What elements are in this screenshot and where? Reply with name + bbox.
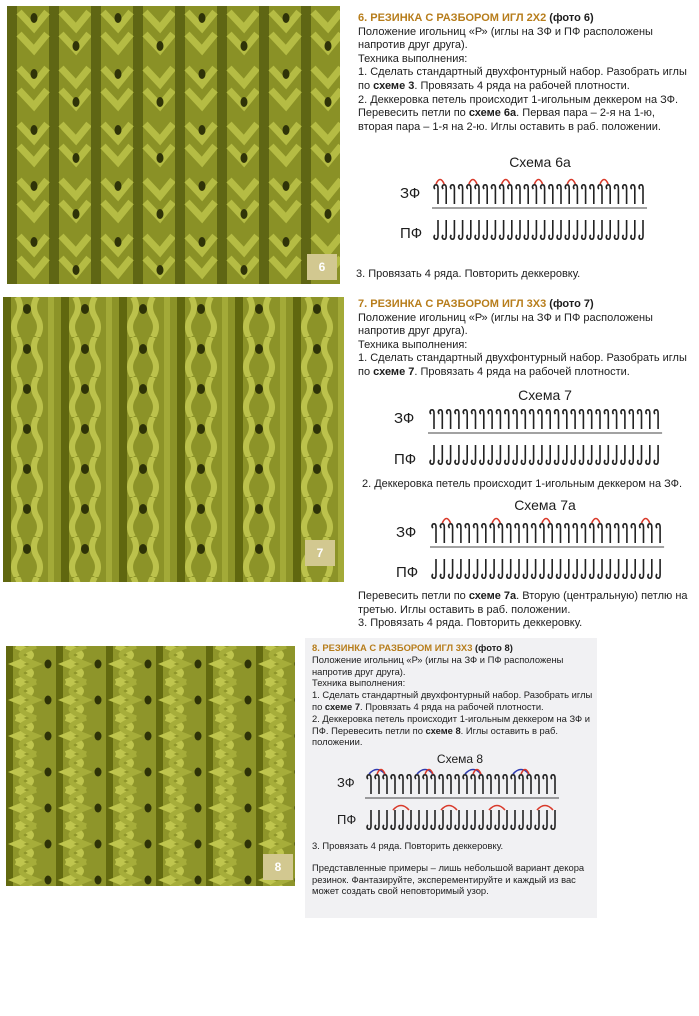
section-title: 6. РЕЗИНКА С РАЗБОРОМ ИГЛ 2Х2 (фото 6)	[358, 12, 594, 24]
needle-mark	[490, 524, 494, 543]
needle-mark	[588, 410, 592, 429]
needle-diagram-8	[365, 768, 565, 830]
needle-mark	[505, 445, 509, 464]
needle-mark	[523, 559, 527, 578]
needle-mark	[475, 185, 479, 204]
needle-mark	[582, 185, 586, 204]
needle-position: Положение игольниц «Р» (иглы на ЗФ и ПФ расположены напротив друг друга).	[358, 311, 653, 338]
needle-mark	[596, 445, 600, 464]
needle-mark	[430, 445, 434, 464]
needle-mark	[606, 185, 610, 204]
needle-mark	[639, 220, 643, 239]
step-1: 1. Сделать стандартный двухфонтурный набор. Разобрать иглы по схеме 7. Провязать 4 ряда на рабочей плотности.	[358, 352, 687, 378]
needle-mark	[541, 185, 545, 204]
needle-mark	[503, 775, 507, 794]
needle-mark	[471, 810, 475, 829]
needle-mark	[508, 185, 512, 204]
section-7-text	[358, 298, 694, 380]
needle-mark	[487, 775, 491, 794]
transfer-arc	[492, 519, 500, 524]
needle-mark	[590, 559, 594, 578]
needle-mark	[430, 410, 434, 429]
transfer-arc	[469, 180, 477, 185]
needle-mark	[606, 524, 610, 543]
needle-mark	[623, 220, 627, 239]
needle-mark	[438, 410, 442, 429]
needle-mark	[447, 410, 451, 429]
needle-mark	[546, 410, 550, 429]
needle-mark	[450, 185, 454, 204]
needle-mark	[623, 524, 627, 543]
step-3: 3. Провязать 4 ряда. Повторить деккеровку.	[312, 840, 504, 851]
needle-mark	[475, 220, 479, 239]
needle-mark	[423, 810, 427, 829]
needle-mark	[488, 410, 492, 429]
needle-mark	[449, 524, 453, 543]
needle-mark	[571, 445, 575, 464]
needle-mark	[479, 810, 483, 829]
needle-mark	[614, 185, 618, 204]
needle-mark	[535, 810, 539, 829]
section-7-text-end	[358, 590, 696, 631]
step-2: 2. Деккеровка петель происходит 1-игольным деккером на ЗФ и ПФ. Перевесить петли по схеме 8. Иглы оставить в раб. положении.	[312, 712, 591, 748]
needle-mark	[474, 524, 478, 543]
needle-mark	[459, 220, 463, 239]
transfer-arc	[489, 806, 505, 811]
knit-texture-6	[7, 6, 340, 284]
row-label-back: ЗФ	[400, 185, 421, 202]
needle-mark	[523, 524, 527, 543]
needle-mark	[503, 810, 507, 829]
needle-mark	[434, 185, 438, 204]
needle-mark	[431, 775, 435, 794]
needle-mark	[604, 445, 608, 464]
needle-mark	[467, 185, 471, 204]
needle-mark	[532, 524, 536, 543]
needle-mark	[638, 445, 642, 464]
knit-texture-7	[3, 297, 344, 582]
needle-mark	[447, 810, 451, 829]
needle-mark	[375, 775, 379, 794]
section-6-text	[358, 12, 690, 134]
needle-mark	[549, 185, 553, 204]
needle-mark	[375, 810, 379, 829]
needle-mark	[511, 810, 515, 829]
needle-mark	[440, 559, 444, 578]
needle-mark	[565, 220, 569, 239]
needle-mark	[479, 775, 483, 794]
needle-mark	[527, 775, 531, 794]
needle-mark	[482, 559, 486, 578]
needle-mark	[483, 185, 487, 204]
needle-mark	[463, 810, 467, 829]
step-3: 3. Провязать 4 ряда. Повторить деккеровку.	[356, 268, 581, 280]
needle-mark	[521, 410, 525, 429]
needle-mark	[563, 410, 567, 429]
needle-mark	[615, 559, 619, 578]
scheme-title-b: Схема 7а	[514, 497, 576, 513]
needle-mark	[532, 185, 536, 204]
needle-mark	[498, 559, 502, 578]
needle-mark	[579, 410, 583, 429]
needle-mark	[581, 524, 585, 543]
transfer-arc	[600, 180, 608, 185]
needle-mark	[457, 559, 461, 578]
needle-mark	[606, 220, 610, 239]
needle-mark	[391, 775, 395, 794]
section-title: 7. РЕЗИНКА С РАЗБОРОМ ИГЛ 3Х3 (фото 7)	[358, 298, 594, 310]
needle-mark	[555, 410, 559, 429]
step-2-transfer: Перевесить петли по схеме 7а. Вторую (центральную) петлю на третью. Иглы оставить в раб. положении.	[358, 590, 688, 616]
needle-mark	[613, 445, 617, 464]
needle-mark	[527, 810, 531, 829]
needle-mark	[507, 524, 511, 543]
needle-mark	[590, 185, 594, 204]
needle-mark	[538, 410, 542, 429]
needle-mark	[524, 185, 528, 204]
needle-mark	[432, 559, 436, 578]
scheme-title: Схема 7	[518, 387, 572, 403]
needle-mark	[532, 220, 536, 239]
needle-mark	[621, 445, 625, 464]
needle-mark	[565, 524, 569, 543]
needle-mark	[621, 410, 625, 429]
step-2: 2. Деккеровка петель происходит 1-игольным деккером на ЗФ.	[362, 478, 683, 490]
needle-mark	[507, 559, 511, 578]
transfer-arc	[542, 519, 550, 524]
needle-mark	[498, 524, 502, 543]
needle-mark	[540, 524, 544, 543]
needle-mark	[530, 410, 534, 429]
needle-mark	[450, 220, 454, 239]
needle-mark	[439, 775, 443, 794]
needle-mark	[551, 775, 555, 794]
needle-mark	[557, 524, 561, 543]
photo-number-badge: 6	[307, 254, 337, 280]
needle-mark	[515, 559, 519, 578]
needle-mark	[629, 410, 633, 429]
needle-mark	[480, 445, 484, 464]
needle-mark	[383, 810, 387, 829]
needle-mark	[407, 810, 411, 829]
needle-mark	[519, 810, 523, 829]
needle-mark	[538, 445, 542, 464]
needle-mark	[383, 775, 387, 794]
needle-mark	[440, 524, 444, 543]
needle-mark	[656, 524, 660, 543]
needle-mark	[648, 524, 652, 543]
needle-diagram-7a	[430, 517, 670, 582]
needle-mark	[573, 559, 577, 578]
needle-mark	[654, 445, 658, 464]
needle-mark	[459, 185, 463, 204]
needle-mark	[623, 185, 627, 204]
needle-mark	[613, 410, 617, 429]
needle-mark	[543, 775, 547, 794]
needle-mark	[581, 559, 585, 578]
row-label-back: ЗФ	[337, 775, 355, 790]
needle-mark	[442, 220, 446, 239]
needle-mark	[565, 185, 569, 204]
needle-mark	[646, 445, 650, 464]
needle-mark	[457, 524, 461, 543]
needle-mark	[500, 185, 504, 204]
needle-mark	[604, 410, 608, 429]
needle-mark	[623, 559, 627, 578]
needle-mark	[565, 559, 569, 578]
transfer-arc	[537, 806, 553, 811]
technique-label: Техника выполнения:	[358, 338, 468, 351]
needle-diagram-7	[428, 403, 668, 468]
row-label-front: ПФ	[337, 812, 357, 827]
needle-mark	[515, 524, 519, 543]
step-2: 2. Деккеровка петель происходит 1-игольным деккером на ЗФ. Перевесить петли по схеме 6а. Первая пара – 2-я на 1-ю, вторая пара – 1-я на 2-ю. Иглы оставить в раб. положении.	[358, 93, 679, 133]
needle-mark	[557, 220, 561, 239]
step-3: 3. Провязать 4 ряда. Повторить деккеровку.	[358, 617, 583, 630]
technique-label: Техника выполнения:	[358, 52, 468, 65]
needle-mark	[573, 524, 577, 543]
needle-mark	[513, 410, 517, 429]
needle-mark	[455, 445, 459, 464]
knit-photo-7	[3, 297, 344, 582]
section-8-text	[312, 642, 594, 748]
needle-mark	[407, 775, 411, 794]
needle-mark	[447, 445, 451, 464]
needle-mark	[467, 220, 471, 239]
technique-label: Техника выполнения:	[312, 677, 406, 689]
needle-mark	[606, 559, 610, 578]
needle-mark	[614, 220, 618, 239]
needle-mark	[487, 810, 491, 829]
needle-mark	[638, 410, 642, 429]
row-label-front: ПФ	[400, 225, 423, 242]
needle-mark	[631, 524, 635, 543]
needle-mark	[367, 775, 371, 794]
needle-mark	[615, 524, 619, 543]
needle-mark	[631, 220, 635, 239]
needle-mark	[423, 775, 427, 794]
needle-mark	[455, 810, 459, 829]
needle-mark	[521, 445, 525, 464]
needle-mark	[367, 810, 371, 829]
needle-mark	[543, 810, 547, 829]
needle-mark	[399, 775, 403, 794]
needle-mark	[449, 559, 453, 578]
needle-mark	[598, 220, 602, 239]
needle-diagram-6a	[432, 178, 647, 243]
needle-mark	[631, 559, 635, 578]
needle-mark	[532, 559, 536, 578]
needle-mark	[495, 775, 499, 794]
needle-mark	[465, 559, 469, 578]
needle-mark	[588, 445, 592, 464]
needle-position: Положение игольниц «Р» (иглы на ЗФ и ПФ расположены напротив друг друга).	[358, 25, 653, 52]
transfer-arc	[393, 806, 409, 811]
needle-mark	[500, 220, 504, 239]
needle-mark	[546, 445, 550, 464]
needle-mark	[463, 445, 467, 464]
needle-mark	[582, 220, 586, 239]
needle-mark	[513, 445, 517, 464]
needle-mark	[563, 445, 567, 464]
needle-mark	[511, 775, 515, 794]
transfer-arc	[442, 519, 450, 524]
needle-mark	[415, 810, 419, 829]
needle-mark	[491, 220, 495, 239]
closing-note: Представленные примеры – лишь небольшой вариант декора резинок. Фантазируйте, эксперементируйте и каждый из вас может создать свой неповторимый узор.	[312, 861, 585, 897]
photo-number-badge: 7	[305, 540, 335, 566]
needle-mark	[463, 775, 467, 794]
transfer-arc	[436, 180, 444, 185]
needle-mark	[463, 410, 467, 429]
needle-mark	[505, 410, 509, 429]
needle-mark	[434, 220, 438, 239]
knit-texture-8	[6, 646, 295, 886]
needle-mark	[482, 524, 486, 543]
needle-mark	[480, 410, 484, 429]
needle-mark	[590, 220, 594, 239]
needle-mark	[629, 445, 633, 464]
needle-mark	[640, 524, 644, 543]
scheme-title: Схема 6а	[509, 154, 571, 170]
needle-mark	[648, 559, 652, 578]
needle-mark	[596, 410, 600, 429]
needle-mark	[442, 185, 446, 204]
needle-mark	[598, 559, 602, 578]
needle-mark	[540, 559, 544, 578]
needle-mark	[551, 810, 555, 829]
needle-mark	[438, 445, 442, 464]
needle-mark	[474, 559, 478, 578]
needle-mark	[590, 524, 594, 543]
needle-position: Положение игольниц «Р» (иглы на ЗФ и ПФ расположены напротив друг друга).	[312, 653, 564, 677]
needle-mark	[516, 185, 520, 204]
needle-mark	[555, 445, 559, 464]
needle-mark	[508, 220, 512, 239]
needle-mark	[439, 810, 443, 829]
needle-mark	[541, 220, 545, 239]
needle-mark	[455, 775, 459, 794]
section-8-text-end	[312, 840, 594, 897]
needle-mark	[656, 559, 660, 578]
transfer-arc	[502, 180, 510, 185]
needle-mark	[640, 559, 644, 578]
knit-photo-6	[7, 6, 340, 284]
step-1: 1. Сделать стандартный двухфонтурный набор. Разобрать иглы по схеме 3. Провязать 4 ряда на рабочей плотности.	[358, 66, 687, 92]
needle-mark	[472, 410, 476, 429]
needle-mark	[490, 559, 494, 578]
needle-mark	[399, 810, 403, 829]
transfer-arc	[534, 180, 542, 185]
needle-mark	[483, 220, 487, 239]
needle-mark	[495, 810, 499, 829]
needle-mark	[598, 524, 602, 543]
needle-mark	[465, 524, 469, 543]
scheme-title: Схема 8	[436, 752, 484, 766]
needle-mark	[447, 775, 451, 794]
needle-mark	[472, 445, 476, 464]
row-label-front: ПФ	[396, 564, 419, 581]
needle-mark	[573, 220, 577, 239]
needle-mark	[535, 775, 539, 794]
transfer-arc	[642, 519, 650, 524]
needle-mark	[496, 410, 500, 429]
needle-mark	[549, 220, 553, 239]
needle-mark	[654, 410, 658, 429]
needle-mark	[571, 410, 575, 429]
needle-mark	[573, 185, 577, 204]
needle-mark	[598, 185, 602, 204]
needle-mark	[524, 220, 528, 239]
needle-mark	[548, 559, 552, 578]
row-label-back: ЗФ	[396, 524, 417, 541]
knit-photo-8	[6, 646, 295, 886]
needle-mark	[488, 445, 492, 464]
needle-mark	[516, 220, 520, 239]
needle-mark	[557, 559, 561, 578]
needle-mark	[455, 410, 459, 429]
needle-mark	[646, 410, 650, 429]
transfer-arc	[592, 519, 600, 524]
needle-mark	[496, 445, 500, 464]
transfer-arc	[441, 806, 457, 811]
section-title: 8. РЕЗИНКА С РАЗБОРОМ ИГЛ 3Х3 (фото 8)	[312, 642, 513, 653]
needle-mark	[391, 810, 395, 829]
row-label-front: ПФ	[394, 451, 417, 468]
needle-mark	[557, 185, 561, 204]
row-label-back: ЗФ	[394, 410, 415, 427]
needle-mark	[432, 524, 436, 543]
needle-mark	[415, 775, 419, 794]
needle-mark	[548, 524, 552, 543]
needle-mark	[519, 775, 523, 794]
photo-number-badge: 8	[263, 854, 293, 880]
needle-mark	[491, 185, 495, 204]
needle-mark	[631, 185, 635, 204]
step-1: 1. Сделать стандартный двухфонтурный набор. Разобрать иглы по схеме 7. Провязать 4 ряда на рабочей плотности.	[312, 689, 593, 712]
needle-mark	[639, 185, 643, 204]
transfer-arc	[567, 180, 575, 185]
needle-mark	[530, 445, 534, 464]
needle-mark	[579, 445, 583, 464]
needle-mark	[471, 775, 475, 794]
needle-mark	[431, 810, 435, 829]
